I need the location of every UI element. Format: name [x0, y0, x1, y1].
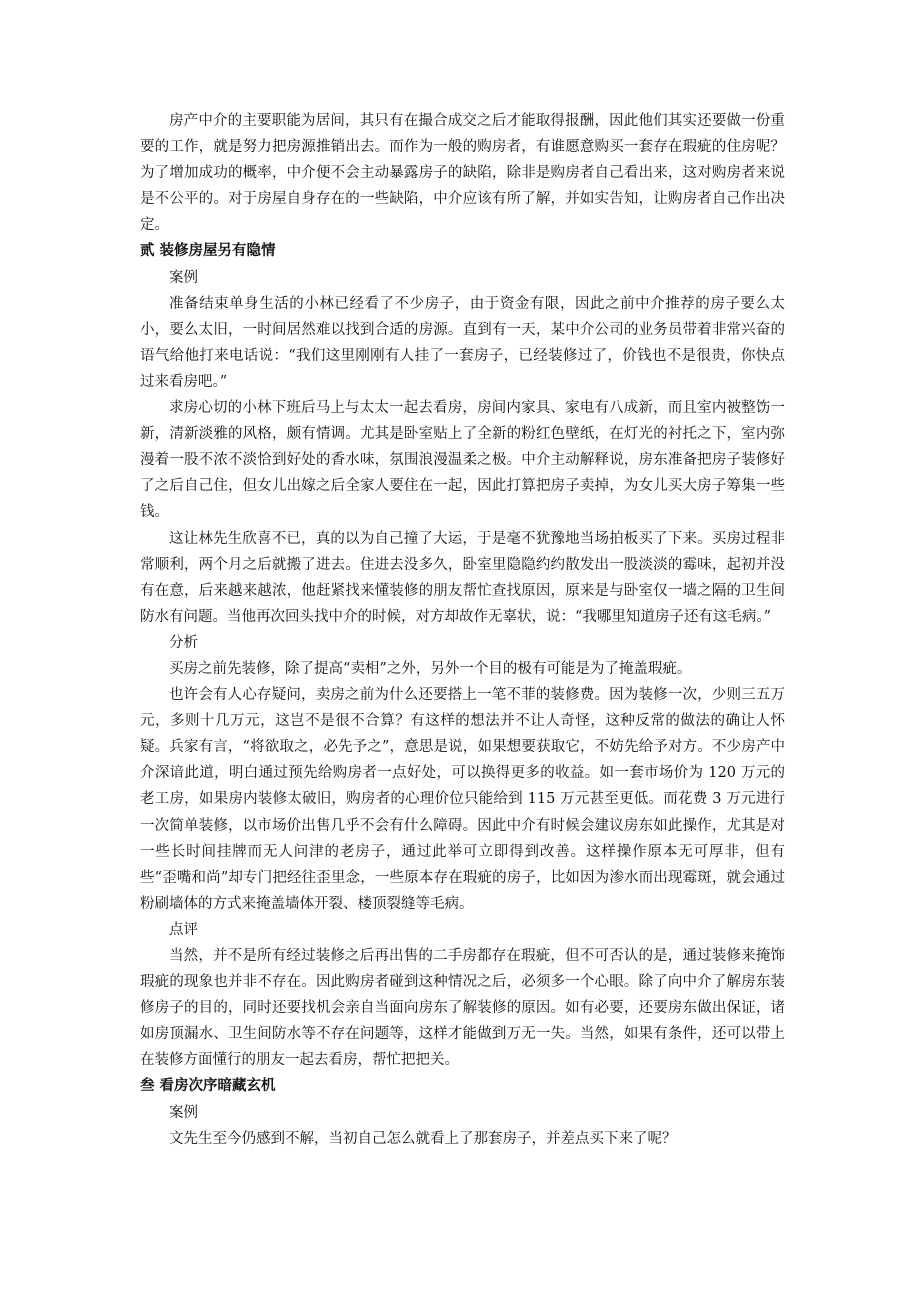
- case-paragraph: 准备结束单身生活的小林已经看了不少房子，由于资金有限，因此之前中介推荐的房子要么太小，要么太旧，一时间居然难以找到合适的房源。直到有一天，某中介公司的业务员带着非常兴奋的语气给他打来电话说：“我们这里刚刚有人挂了一套房子，已经装修过了，价钱也不是很贵，你快点过来看房吧。”: [140, 295, 785, 390]
- comment-paragraph: 当然，并不是所有经过装修之后再出售的二手房都存在瑕疵，但不可否认的是，通过装修来掩饰瑕疵的现象也并非不存在。因此购房者碰到这种情况之后，必须多一个心眼。除了向中介了解房东装修房子的目的，同时还要找机会亲自当面向房东了解装修的原因。如有必要，还要房东做出保证，诸如房顶漏水、卫生间防水等不存在问题等，这样才能做到万无一失。当然，如果有条件，还可以带上在装修方面懂行的朋友一起去看房，帮忙把把关。: [140, 948, 785, 1069]
- comment-label: 点评: [169, 921, 198, 938]
- case-label: 案例: [169, 269, 198, 286]
- section-heading-2: 贰 装修房屋另有隐情: [140, 243, 276, 260]
- case-label: 案例: [169, 1104, 198, 1121]
- section-heading-3: 叁 看房次序暗藏玄机: [140, 1078, 276, 1095]
- case-paragraph: 求房心切的小林下班后马上与太太一起去看房，房间内家具、家电有八成新，而且室内被整饬一新，清新淡雅的风格，颇有情调。尤其是卧室贴上了全新的粉红色壁纸，在灯光的衬托之下，室内弥漫着一股不浓不淡恰到好处的香水味，氛围浪漫温柔之极。中介主动解释说，房东准备把房子装修好了之后自己住，但女儿出嫁之后全家人要住在一起，因此打算把房子卖掉，为女儿买大房子筹集一些钱。: [140, 400, 785, 521]
- analysis-paragraph: 也许会有人心存疑问，卖房之前为什么还要搭上一笔不菲的装修费。因为装修一次，少则三五万元，多则十几万元，这岂不是很不合算？有这样的想法并不让人奇怪，这种反常的做法的确让人怀疑。兵家有言，“将欲取之，必先予之”，意思是说，如果想要获取它，不妨先给予对方。不少房产中介深谙此道，明白通过预先给购房者一点好处，可以换得更多的收益。如一套市场价为 120 万元的老工房，如果房内装修太破旧，购房者的心理价位只能给到 115 万元甚至更低。而花费 3 万元进行一次简单装修，以市场价出售几乎不会有什么障碍。因此中介有时候会建议房东如此操作，尤其是对一些长时间挂牌而无人问津的老房子，通过此举可立即得到改善。这样操作原本无可厚非，但有些“歪嘴和尚”却专门把经往歪里念，一些原本存在瑕疵的房子，比如因为渗水而出现霉斑，就会通过粉刷墙体的方式来掩盖墙体开裂、楼顶裂缝等毛病。: [140, 687, 785, 912]
- analysis-paragraph: 买房之前先装修，除了提高“卖相”之外，另外一个目的极有可能是为了掩盖瑕疵。: [169, 660, 692, 677]
- intro-paragraph: 房产中介的主要职能为居间，其只有在撮合成交之后才能取得报酬，因此他们其实还要做一份重要的工作，就是努力把房源推销出去。而作为一般的购房者，有谁愿意购买一套存在瑕疵的住房呢？为了增加成功的概率，中介便不会主动暴露房子的缺陷，除非是购房者自己看出来，这对购房者来说是不公平的。对于房屋自身存在的一些缺陷，中介应该有所了解，并如实告知，让购房者自己作出决定。: [140, 113, 785, 234]
- document-body: [140, 108, 785, 1152]
- case-paragraph: 文先生至今仍感到不解，当初自己怎么就看上了那套房子，并差点买下来了呢？: [169, 1130, 677, 1147]
- analysis-label: 分析: [169, 634, 198, 651]
- case-paragraph: 这让林先生欣喜不已，真的以为自己撞了大运，于是毫不犹豫地当场拍板买了下来。买房过程非常顺利，两个月之后就搬了进去。住进去没多久，卧室里隐隐约约散发出一股淡淡的霉味，起初并没有在意，后来越来越浓，他赶紧找来懂装修的朋友帮忙查找原因，原来是与卧室仅一墙之隔的卫生间防水有问题。当他再次回头找中介的时候，对方却故作无辜状，说：“我哪里知道房子还有这毛病。”: [140, 530, 785, 625]
